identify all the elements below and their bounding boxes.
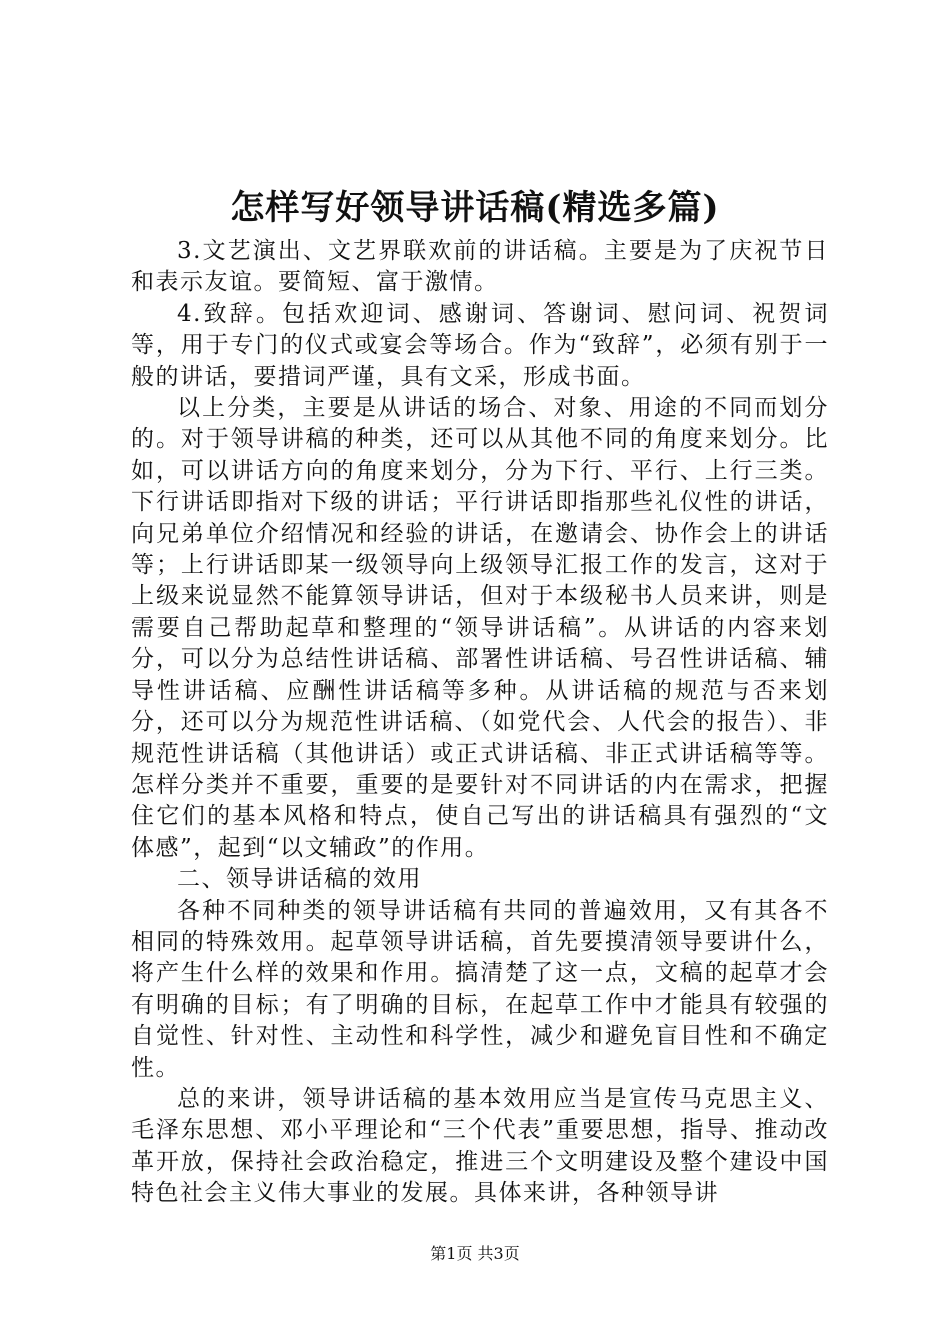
paragraph: 以上分类，主要是从讲话的场合、对象、用途的不同而划分的。对于领导讲稿的种类，还可以从其他不同的角度来划分。比如，可以讲话方向的角度来划分，分为下行、平行、上行三类。下行讲话即指对下级的讲话；平行讲话即指那些礼仪性的讲话，向兄弟单位介绍情况和经验的讲话，在邀请会、协作会上的讲话等；上行讲话即某一级领导向上级领导汇报工作的发言，这对于上级来说显然不能算领导讲话，但对于本级秘书人员来讲，则是需要自己帮助起草和整理的“领导讲话稿”。从讲话的内容来划分，可以分为总结性讲话稿、部署性讲话稿、号召性讲话稿、辅导性讲话稿、应酬性讲话稿等多种。从讲话稿的规范与否来划分，还可以分为规范性讲话稿、（如党代会、人代会的报告）、非规范性讲话稿（其他讲话）或正式讲话稿、非正式讲话稿等等。怎样分类并不重要，重要的是要针对不同讲话的内在需求，把握住它们的基本风格和特点，使自己写出的讲话稿具有强烈的“文体感”，起到“以文辅政”的作用。 [131,395,829,861]
page-footer: 第1页 共3页 [430,1244,520,1263]
document-title: 怎样写好领导讲话稿(精选多篇) [230,188,720,228]
document-body [131,236,829,1210]
paragraph: 3.文艺演出、文艺界联欢前的讲话稿。主要是为了庆祝节日和表示友谊。要简短、富于激情。 [131,238,829,296]
paragraph: 4.致辞。包括欢迎词、感谢词、答谢词、慰问词、祝贺词等，用于专门的仪式或宴会等场合。作为“致辞”，必须有别于一般的讲话，要措词严谨，具有文采，形成书面。 [131,300,829,390]
paragraph: 各种不同种类的领导讲话稿有共同的普遍效用，又有其各不相同的特殊效用。起草领导讲话稿，首先要摸清领导要讲什么，将产生什么样的效果和作用。搞清楚了这一点，文稿的起草才会有明确的目标；有了明确的目标，在起草工作中才能具有较强的自觉性、针对性、主动性和科学性，减少和避免盲目性和不确定性。 [131,897,829,1081]
section-heading: 二、领导讲话稿的效用 [177,866,422,893]
paragraph: 总的来讲，领导讲话稿的基本效用应当是宣传马克思主义、毛泽东思想、邓小平理论和“三个代表”重要思想，指导、推动改革开放，保持社会政治稳定，推进三个文明建设及整个建设中国特色社会主义伟大事业的发展。具体来讲，各种领导讲 [131,1085,829,1207]
